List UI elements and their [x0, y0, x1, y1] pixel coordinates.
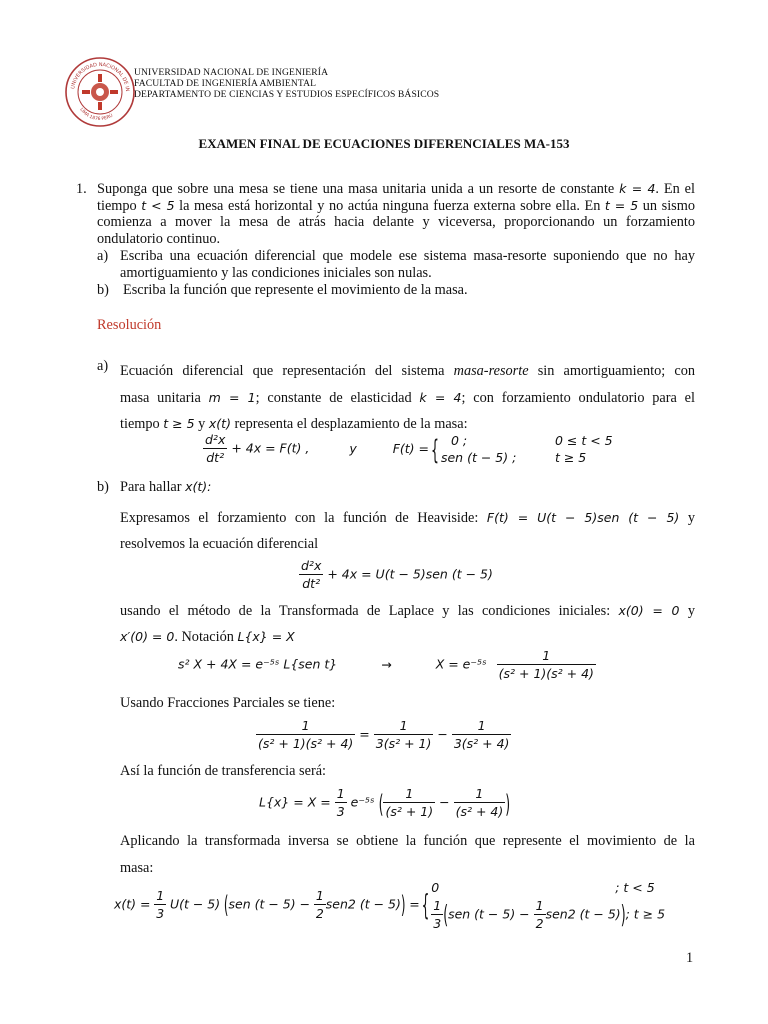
university-name: UNIVERSIDAD NACIONAL DE INGENIERÍA — [134, 67, 329, 78]
res-b-p1-line1 — [120, 505, 695, 531]
eq-a-num: d²x — [205, 432, 226, 447]
eq-a-case2-val: sen (t − 5) ; — [440, 450, 517, 465]
tf-fraction-2 — [454, 786, 506, 820]
eq-a-rest: + 4x = F(t) , — [231, 440, 310, 456]
res-b-p1 — [120, 505, 695, 557]
problem-line2b: la mesa está horizontal y no actúa ninguna fuerza externa sobre ella. En — [179, 197, 601, 214]
tf-paren-open: ( — [378, 788, 384, 818]
res-b-p7 — [120, 828, 695, 882]
fin-paren-close: ) — [400, 891, 406, 919]
fin-cd: 3 — [156, 906, 165, 921]
eq-a-case1-cond: 0 ≤ t < 5 — [554, 433, 613, 448]
equation-partial-fractions — [256, 718, 511, 752]
eq-a-case2-cond: t ≥ 5 — [554, 450, 587, 465]
res-a-xt: x(t) — [208, 416, 231, 431]
res-b-p1a: Expresamos el forzamiento con la función de Heaviside: — [120, 510, 479, 526]
fin-u: U(t − 5) — [169, 896, 221, 912]
res-a-line1 — [120, 358, 695, 385]
res-b-xt: x(t): — [185, 479, 212, 494]
pf-minus: − — [437, 726, 448, 742]
institution-block — [134, 67, 439, 101]
res-a-italic: masa-resorte — [453, 363, 529, 379]
res-b-intro-text: Para hallar — [120, 479, 182, 495]
eq-a-cases — [441, 432, 613, 466]
fin-s2: sen2 (t − 5) — [325, 896, 401, 912]
res-b-p4eq: x′(0) = 0 — [120, 629, 175, 644]
res-a-text6: tiempo — [120, 416, 160, 432]
fin-c1c: ; t < 5 — [615, 880, 655, 895]
res-b-p4not: L{x} = X — [237, 629, 295, 644]
fin-brace: { — [421, 888, 430, 922]
res-a-line2 — [120, 385, 695, 412]
equation-transfer — [259, 786, 510, 820]
problem-line2a: En el tiempo — [97, 181, 695, 214]
problem-line4: forzamiento ondulatorio continuo. — [97, 214, 695, 247]
eq-laplace-left: s² X + 4X = e⁻⁵ˢ L{sen t} — [178, 656, 338, 672]
problem-statement: Suponga que sobre una mesa se tiene una masa unitaria unida a un resorte de constante k = 4. En el tiempo t < 5 la mesa está horizontal y no actúa ninguna fuerza externa sobre ella. En t = 5 un sismo comienza a mover la mesa de atrás hacia delante y viceversa, proporcionando un forzamiento ondulatorio continuo. — [97, 181, 695, 247]
res-a-text2: sin amortiguamiento; con — [537, 363, 696, 379]
res-b-label: b) — [97, 479, 109, 495]
eq-a-den: dt² — [206, 450, 225, 465]
tf-d1: (s² + 1) — [385, 804, 434, 819]
res-a-text3: masa unitaria — [120, 389, 201, 406]
res-a-tge5: t ≥ 5 — [163, 416, 195, 431]
tf-left: L{x} = X = — [259, 794, 331, 810]
tf-exp: e⁻⁵ˢ — [350, 794, 375, 810]
res-a-text1: Ecuación diferencial que representación del sistema — [120, 363, 445, 379]
fin-hd: 2 — [315, 906, 324, 921]
pf-n1: 1 — [374, 718, 434, 735]
part-b-label: b) — [97, 282, 109, 298]
tf-cd: 3 — [336, 804, 345, 819]
fin-c2-cd: 3 — [433, 916, 442, 931]
page-number: 1 — [686, 950, 694, 966]
eq-b-den: dt² — [302, 576, 321, 591]
university-seal — [64, 56, 136, 128]
res-b-p3 — [120, 598, 695, 650]
res-b-p4a: . Notación — [174, 629, 234, 645]
part-a-label: a) — [97, 248, 109, 264]
res-b-p4 — [120, 624, 695, 650]
res-b-p3eq: x(0) = 0 — [618, 603, 680, 618]
res-b-p3b: y — [687, 603, 695, 619]
eq-b-fraction — [299, 558, 323, 592]
seal-year: LIMA 1876 PERÚ — [78, 107, 115, 123]
tf-cn: 1 — [336, 786, 345, 801]
pf-d1: 3(s² + 1) — [375, 736, 432, 751]
k-value: k = 4 — [619, 181, 656, 196]
pf-d2: 3(s² + 4) — [453, 736, 510, 751]
eq-laplace-den: (s² + 1)(s² + 4) — [498, 666, 594, 681]
fin-left: x(t) = — [114, 896, 151, 912]
pf-n2: 1 — [452, 718, 512, 735]
equation-b — [299, 558, 493, 592]
res-b-p1eq: F(t) = U(t − 5)sen (t − 5) — [486, 510, 680, 525]
res-a-label: a) — [97, 358, 109, 374]
eq-a-case2 — [441, 449, 613, 466]
res-a-k4: k = 4 — [419, 389, 462, 405]
part-a-text: Escriba una ecuación diferencial que modele ese sistema masa-resorte suponiendo que no hay amortiguamiento y las condiciones iniciales son nulas. — [120, 248, 695, 281]
tf-fraction-1 — [383, 786, 435, 820]
pf-fraction-left — [256, 718, 355, 752]
tf-n1: 1 — [383, 786, 435, 803]
pf-fraction-2 — [452, 718, 512, 752]
fin-coef — [154, 888, 166, 922]
equation-laplace — [178, 648, 596, 682]
tf-minus: − — [439, 794, 450, 810]
fin-half — [314, 888, 326, 922]
fin-c2a: sen (t − 5) − — [448, 906, 530, 922]
eq-b-num: d²x — [301, 558, 322, 573]
res-a-paragraph — [120, 358, 695, 438]
equation-final — [114, 878, 665, 932]
res-a-text4: ; constante de elasticidad — [255, 389, 412, 406]
res-a-text5: ; con forzamiento ondulatorio para el — [461, 389, 695, 406]
fin-c2c: ; t ≥ 5 — [625, 906, 666, 922]
fin-cn: 1 — [156, 888, 165, 903]
fin-c2-hd: 2 — [535, 916, 544, 931]
t-eq-5: t = 5 — [604, 197, 639, 213]
problem-line3: un sismo comienza a mover la mesa de atrás hacia delante y viceversa, proporcionando un — [97, 197, 695, 230]
res-b-p1b: y — [687, 510, 695, 526]
eq-laplace-arrow: → — [381, 656, 392, 672]
eq-a-F: F(t) = — [392, 440, 430, 456]
part-b-text: Escriba la función que represente el movimiento de la masa. — [123, 282, 468, 298]
fin-c2-hn: 1 — [535, 898, 544, 913]
pf-equals: = — [359, 726, 370, 742]
tf-n2: 1 — [454, 786, 506, 803]
fin-cases — [431, 878, 665, 932]
eq-laplace-right: X = e⁻⁵ˢ — [435, 656, 487, 672]
eq-a-brace: { — [431, 433, 439, 465]
res-b-p7-line: Aplicando la transformada inversa se obtiene la función que represente el movimiento de la — [120, 833, 695, 849]
fin-c2-coef — [431, 898, 443, 932]
eq-laplace-num: 1 — [497, 648, 596, 665]
exam-title: EXAMEN FINAL DE ECUACIONES DIFERENCIALES MA-153 — [198, 136, 570, 151]
eq-laplace-fraction — [497, 648, 596, 682]
problem-line1: Suponga que sobre una mesa se tiene una masa unitaria unida a un resorte de constante — [97, 181, 615, 197]
fin-c2-paren-open: ( — [443, 899, 449, 929]
res-b-p8: masa: — [120, 860, 154, 876]
res-b-p3-line1 — [120, 598, 695, 624]
pf-fraction-1 — [374, 718, 434, 752]
fin-hn: 1 — [315, 888, 324, 903]
tf-d2: (s² + 4) — [455, 804, 504, 819]
department-name: DEPARTAMENTO DE CIENCIAS Y ESTUDIOS ESPECÍFICOS BÁSICOS — [134, 89, 440, 101]
fin-s1: sen (t − 5) − — [228, 896, 311, 912]
resolution-heading: Resolución — [97, 317, 162, 333]
t-less-5: t < 5 — [141, 197, 175, 213]
res-b-p2: resolvemos la ecuación diferencial — [120, 536, 319, 552]
fin-c2-cn: 1 — [433, 898, 442, 913]
eq-a-case1-val: 0 ; — [450, 433, 468, 448]
fin-c2-paren-close: ) — [620, 899, 626, 929]
pf-num: 1 — [256, 718, 355, 735]
res-a-text7: y — [198, 416, 206, 432]
eq-a-case1 — [441, 432, 613, 449]
res-b-p5: Usando Fracciones Parciales se tiene: — [120, 695, 336, 711]
res-b-intro — [120, 479, 211, 496]
equation-a — [203, 432, 613, 466]
seal-text: UNIVERSIDAD NACIONAL DE IN — [70, 61, 131, 92]
res-b-p6: Así la función de transferencia será: — [120, 763, 327, 779]
fin-paren-open: ( — [223, 891, 229, 919]
faculty-name: FACULTAD DE INGENIERÍA AMBIENTAL — [134, 78, 317, 90]
fin-equals: = — [409, 896, 420, 912]
fin-c2b: sen2 (t − 5) — [545, 906, 621, 922]
fin-case1 — [431, 878, 665, 898]
eq-a-fraction — [203, 432, 227, 466]
eq-b-rest: + 4x = U(t − 5)sen (t − 5) — [327, 566, 493, 582]
eq-a-y: y — [349, 440, 357, 456]
pf-den: (s² + 1)(s² + 4) — [258, 736, 354, 751]
fin-c1v: 0 — [431, 880, 440, 895]
fin-c2-half — [534, 898, 546, 932]
res-a-m1: m = 1 — [208, 389, 256, 405]
tf-paren-close: ) — [505, 788, 511, 818]
res-a-text8: representa el desplazamiento de la masa: — [234, 416, 468, 432]
fin-case2 — [431, 898, 665, 932]
problem-number: 1. — [76, 181, 87, 197]
tf-coef — [335, 786, 347, 820]
res-b-p3a: usando el método de la Transformada de Laplace y las condiciones iniciales: — [120, 603, 611, 619]
